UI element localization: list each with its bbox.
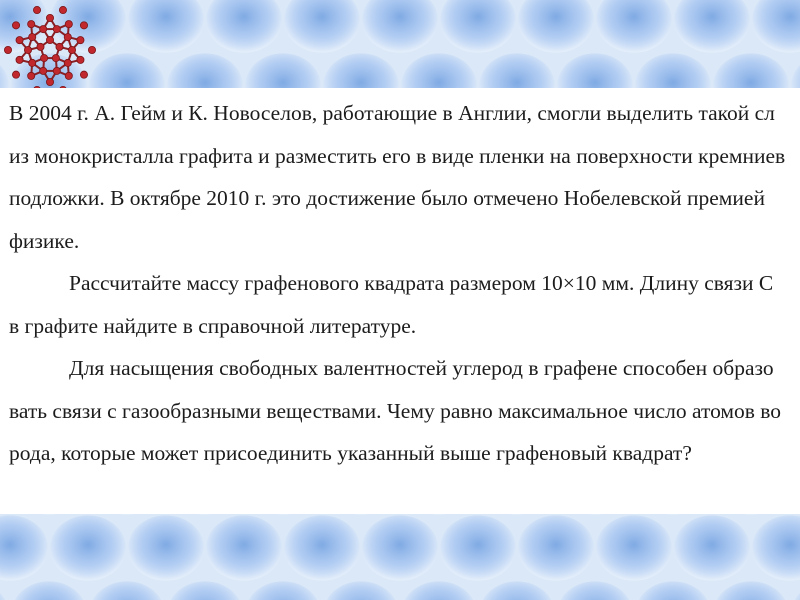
molecule-atom bbox=[88, 46, 95, 53]
molecule-atom bbox=[68, 46, 75, 53]
text-line-4: физике. bbox=[9, 228, 80, 253]
text-line-5: Рассчитайте массу графенового квадрата размером 10×10 мм. Длину связи С bbox=[69, 271, 774, 295]
cell-bubble bbox=[440, 515, 516, 580]
molecule-atom bbox=[46, 78, 53, 85]
fullerene-graphic bbox=[2, 2, 98, 98]
molecule-atom bbox=[29, 33, 36, 40]
cell-bubble bbox=[284, 515, 360, 580]
molecule-atom bbox=[12, 22, 19, 29]
molecule-atom bbox=[16, 37, 23, 44]
molecule-atom bbox=[46, 14, 53, 21]
cell-bubble bbox=[596, 515, 672, 580]
molecule-atom bbox=[16, 56, 23, 63]
cell-bubble bbox=[128, 515, 204, 580]
molecule-atom bbox=[24, 46, 31, 53]
molecule-atom bbox=[80, 22, 87, 29]
molecule-atom bbox=[46, 36, 53, 43]
molecule-atom bbox=[65, 21, 72, 28]
text-line-1: В 2004 г. А. Гейм и К. Новоселов, работающие в Англии, смогли выделить такой сл bbox=[9, 101, 775, 125]
molecule-atom bbox=[65, 72, 72, 79]
molecule-atom bbox=[40, 67, 47, 74]
molecule-atom bbox=[4, 46, 11, 53]
text-line-9: рода, которые может присоединить указанный выше графеновый квадрат? bbox=[9, 441, 692, 465]
problem-text bbox=[9, 92, 800, 475]
molecule-atom bbox=[37, 43, 44, 50]
molecule-atom bbox=[80, 71, 87, 78]
molecule-atom bbox=[28, 72, 35, 79]
fullerene-molecule-icon bbox=[2, 2, 98, 98]
text-line-8: вать связи с газообразными веществами. Чему равно максимальное число атомов во bbox=[9, 398, 782, 423]
cell-bubble bbox=[674, 515, 750, 580]
text-panel bbox=[0, 88, 800, 514]
molecule-atom bbox=[77, 37, 84, 44]
cell-bubble bbox=[50, 515, 126, 580]
text-line-2: из монокристалла графита и разместить его в виде пленки на поверхности кремниев bbox=[9, 143, 786, 168]
molecule-atom bbox=[53, 67, 60, 74]
cell-bubble bbox=[518, 515, 594, 580]
molecule-atom bbox=[52, 54, 59, 61]
molecule-atom bbox=[33, 6, 40, 13]
molecule-atom bbox=[77, 56, 84, 63]
molecule-atom bbox=[29, 59, 36, 66]
molecule-atom bbox=[53, 25, 60, 32]
molecule-atom bbox=[56, 43, 63, 50]
molecule-atom bbox=[59, 6, 66, 13]
molecule-atom bbox=[64, 59, 71, 66]
molecule-atom bbox=[12, 71, 19, 78]
text-line-3: подложки. В октябре 2010 г. это достижение было отмечено Нобелевской премией bbox=[9, 186, 765, 210]
text-line-6: в графите найдите в справочной литературе. bbox=[9, 313, 417, 338]
cell-bubble bbox=[206, 515, 282, 580]
molecule-atom bbox=[28, 21, 35, 28]
molecule-atom bbox=[64, 33, 71, 40]
text-line-7: Для насыщения свободных валентностей углерод в графене способен образо bbox=[69, 356, 774, 380]
cell-bubble bbox=[362, 515, 438, 580]
molecule-atom bbox=[40, 25, 47, 32]
molecule-atom bbox=[41, 54, 48, 61]
